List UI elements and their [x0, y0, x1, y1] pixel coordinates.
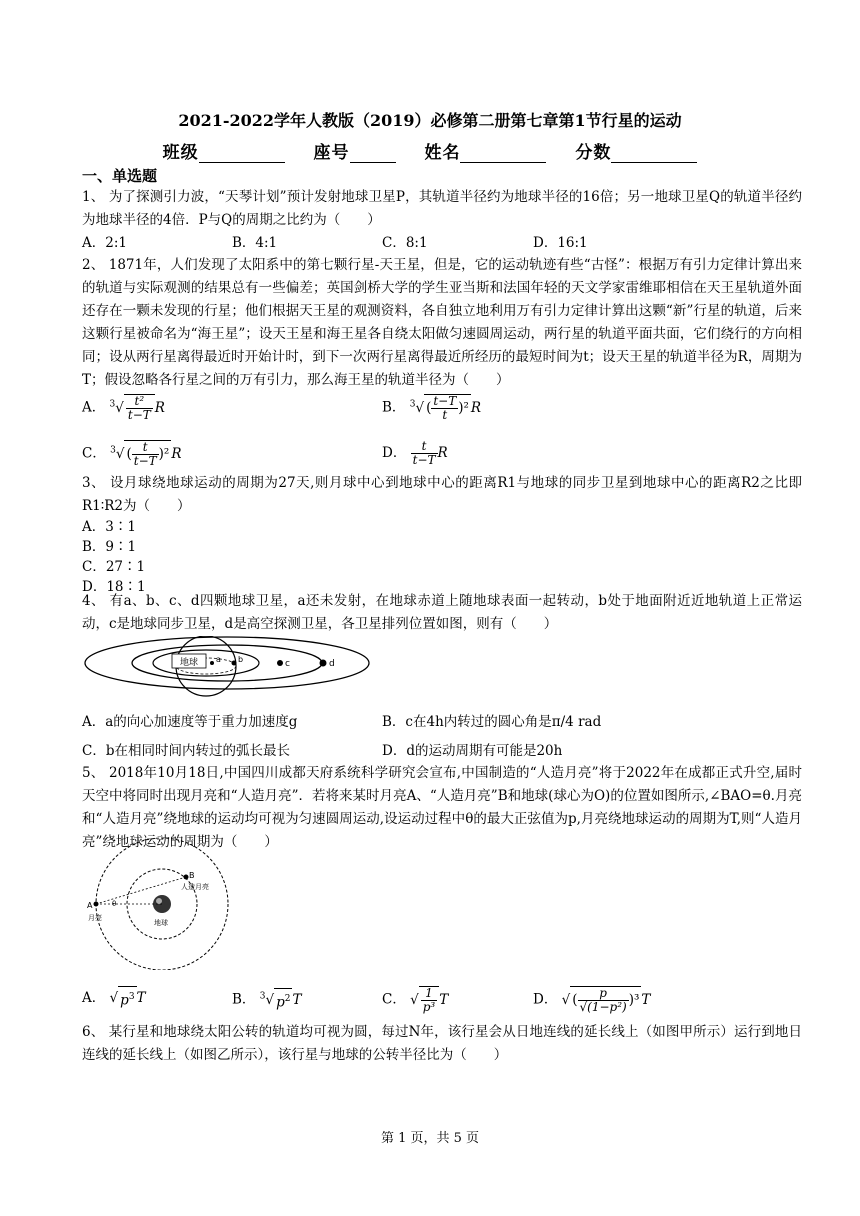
question-3-text: 3、 设月球绕地球运动的周期为27天,则月球中心到地球中心的距离R1与地球的同步卫星到地球中心的距离R2之比即R1∶R2为（ ）: [82, 475, 802, 514]
score-blank: [611, 146, 697, 163]
q5-option-a: [82, 986, 146, 1011]
worksheet-title: 2021-2022学年人教版（2019）必修第二册第七章第1节行星的运动: [178, 111, 682, 130]
q1-option-a: A．2:1: [82, 235, 127, 251]
q4-option-b: B．c在4h内转过的圆心角是π/4 rad: [382, 714, 602, 730]
question-5-text: 5、 2018年10月18日,中国四川成都天府系统科学研究会宣布,中国制造的“人造月亮”将于2022年在成都正式升空,届时天空中将同时出现月亮和“人造月亮”．若将来某时月亮A、“人造月亮”B和地球(球心为O)的位置如图所示,∠BAO=θ.月亮和“人造月亮”绕地球的运动均可视为匀速圆周运动,设运动过程中θ的最大正弦值为p,月亮绕地球运动的周期为T,则“人造月亮”绕地球运动的周期为（ ）: [82, 765, 802, 850]
q4-option-d: D．d的运动周期有可能是20h: [382, 743, 563, 759]
orbit-c: [132, 645, 322, 681]
artificial-moon-label: 人造月亮: [181, 883, 209, 891]
q2-option-c-label: C．: [82, 445, 106, 462]
earth-label: 地球: [179, 658, 199, 668]
section-heading: 一、单选题: [82, 167, 158, 185]
class-blank: [199, 146, 285, 163]
q1-option-d: D．16:1: [533, 235, 588, 251]
q3-option-b: B．9∶1: [82, 539, 137, 555]
q5-option-d-formula: √ ( $\frac{p}{\text{√(1−p²)}}$ )³ T: [561, 986, 651, 1014]
satellite-d-label: d: [329, 659, 335, 669]
q5-option-d: [533, 986, 650, 1014]
class-label: 班级: [162, 143, 199, 163]
satellite-a-dot: [210, 661, 214, 665]
question-1-text: 1、 为了探测引力波，“天琴计划”预计发射地球卫星P，其轨道半径约为地球半径的16倍；另一地球卫星Q的轨道半径约为地球半径的4倍．P与Q的周期之比约为（ ）: [82, 189, 802, 228]
q5-option-a-label: A．: [82, 989, 106, 1006]
satellite-b-label: b: [238, 655, 244, 664]
q5-option-c-formula: √ $\frac{1}{\text{p³}}$ T: [410, 986, 449, 1014]
q2-option-b-formula: $^3$√ ( $\frac{t-T}{t}$ )² R: [409, 394, 482, 422]
q2-option-a-formula: $^3$√ $\frac{\text{t²}}{t-T}$ R: [109, 394, 165, 422]
q2-option-d: [382, 440, 448, 467]
q2-option-b: [382, 394, 481, 422]
satellite-c-dot: [277, 660, 283, 666]
moon-point-a: [94, 902, 99, 907]
satellite-orbit-figure: [82, 636, 372, 706]
q4-option-c: C．b在相同时间内转过的弧长最长: [82, 743, 290, 759]
q5-option-b-formula: $^3$√ $p^2$ T: [260, 992, 302, 1008]
q3-option-d: D．18∶1: [82, 579, 146, 595]
q3-option-c: C．27∶1: [82, 559, 146, 575]
q4-option-a: A．a的向心加速度等于重力加速度g: [82, 714, 298, 730]
q5-option-c-label: C．: [382, 991, 406, 1008]
theta-label: θ: [112, 900, 117, 908]
q2-option-a: [82, 394, 165, 422]
moon-orbit-figure: [82, 836, 252, 970]
satellite-d-dot: [320, 660, 327, 667]
question-4-text: 4、 有a、b、c、d四颗地球卫星，a还未发射，在地球赤道上随地球表面一起转动，b处于地面附近近地轨道上正常运动，c是地球同步卫星，d是高空探测卫星，各卫星排列位置如图，则有（ ）: [82, 593, 802, 632]
satellite-c-label: c: [285, 659, 290, 669]
line-ab: [96, 877, 186, 904]
satellite-b-dot: [232, 661, 237, 666]
page-footer: 第 1 页，共 5 页: [380, 1131, 480, 1146]
q5-option-a-formula: √ $p^3$ T: [110, 990, 146, 1006]
q2-option-b-label: B．: [382, 399, 406, 416]
earth-figure-label: 地球: [154, 919, 168, 927]
q5-option-b: [232, 986, 301, 1012]
q5-option-d-label: D．: [533, 991, 558, 1008]
q1-option-c: C．8:1: [382, 235, 428, 251]
score-label: 分数: [575, 143, 612, 163]
name-label: 姓名: [424, 143, 461, 163]
q2-option-c-formula: $^3$√ ( $\frac{t}{t-T}$ )² R: [110, 440, 182, 468]
satellite-a-label: a: [216, 655, 221, 664]
q2-option-c: [82, 440, 182, 468]
name-blank: [460, 146, 546, 163]
q2-option-a-label: A．: [82, 399, 106, 416]
seat-label: 座号: [313, 143, 350, 163]
q2-option-d-label: D．: [382, 445, 407, 461]
q3-option-a: A．3∶1: [82, 519, 136, 535]
q1-option-b: B．4:1: [232, 235, 278, 251]
q5-option-b-label: B．: [232, 991, 256, 1008]
point-a-label: A: [87, 901, 93, 910]
seat-blank: [350, 146, 396, 163]
q2-option-d-formula: $\frac{t}{t-T}$ R: [412, 439, 448, 467]
moon-label: 月亮: [88, 914, 102, 922]
point-b-label: B: [189, 871, 195, 880]
q5-option-c: [382, 986, 448, 1014]
artificial-moon-point-b: [184, 875, 189, 880]
earth-highlight: [156, 898, 162, 904]
question-2-text: 2、 1871年，人们发现了太阳系中的第七颗行星-天王星，但是，它的运动轨迹有些“古怪”：根据万有引力定律计算出来的轨道与实际观测的结果总有一些偏差；英国剑桥大学的学生亚当斯和法国年轻的天文学家雷维耶相信在天王星轨道外面还存在一颗未发现的行星；他们根据天王星的观测资料，各自独立地利用万有引力定律计算出这颗“新”行星的轨道，后来这颗行星被命名为“海王星”；设天王星和海王星各自绕太阳做匀速圆周运动，两行星的轨道平面共面，它们绕行的方向相同；设从两行星离得最近时开始计时，到下一次两行星离得最近所经历的最短时间为t；设天王星的轨道半径为R，周期为T；假设忽略各行星之间的万有引力，那么海王星的轨道半径为（ ）: [82, 257, 802, 388]
question-6-text: 6、 某行星和地球绕太阳公转的轨道均可视为圆，每过N年，该行星会从日地连线的延长线上（如图甲所示）运行到地日连线的延长线上（如图乙所示），该行星与地球的公转半径比为（ ）: [82, 1024, 802, 1063]
student-info-line: [0, 138, 860, 163]
